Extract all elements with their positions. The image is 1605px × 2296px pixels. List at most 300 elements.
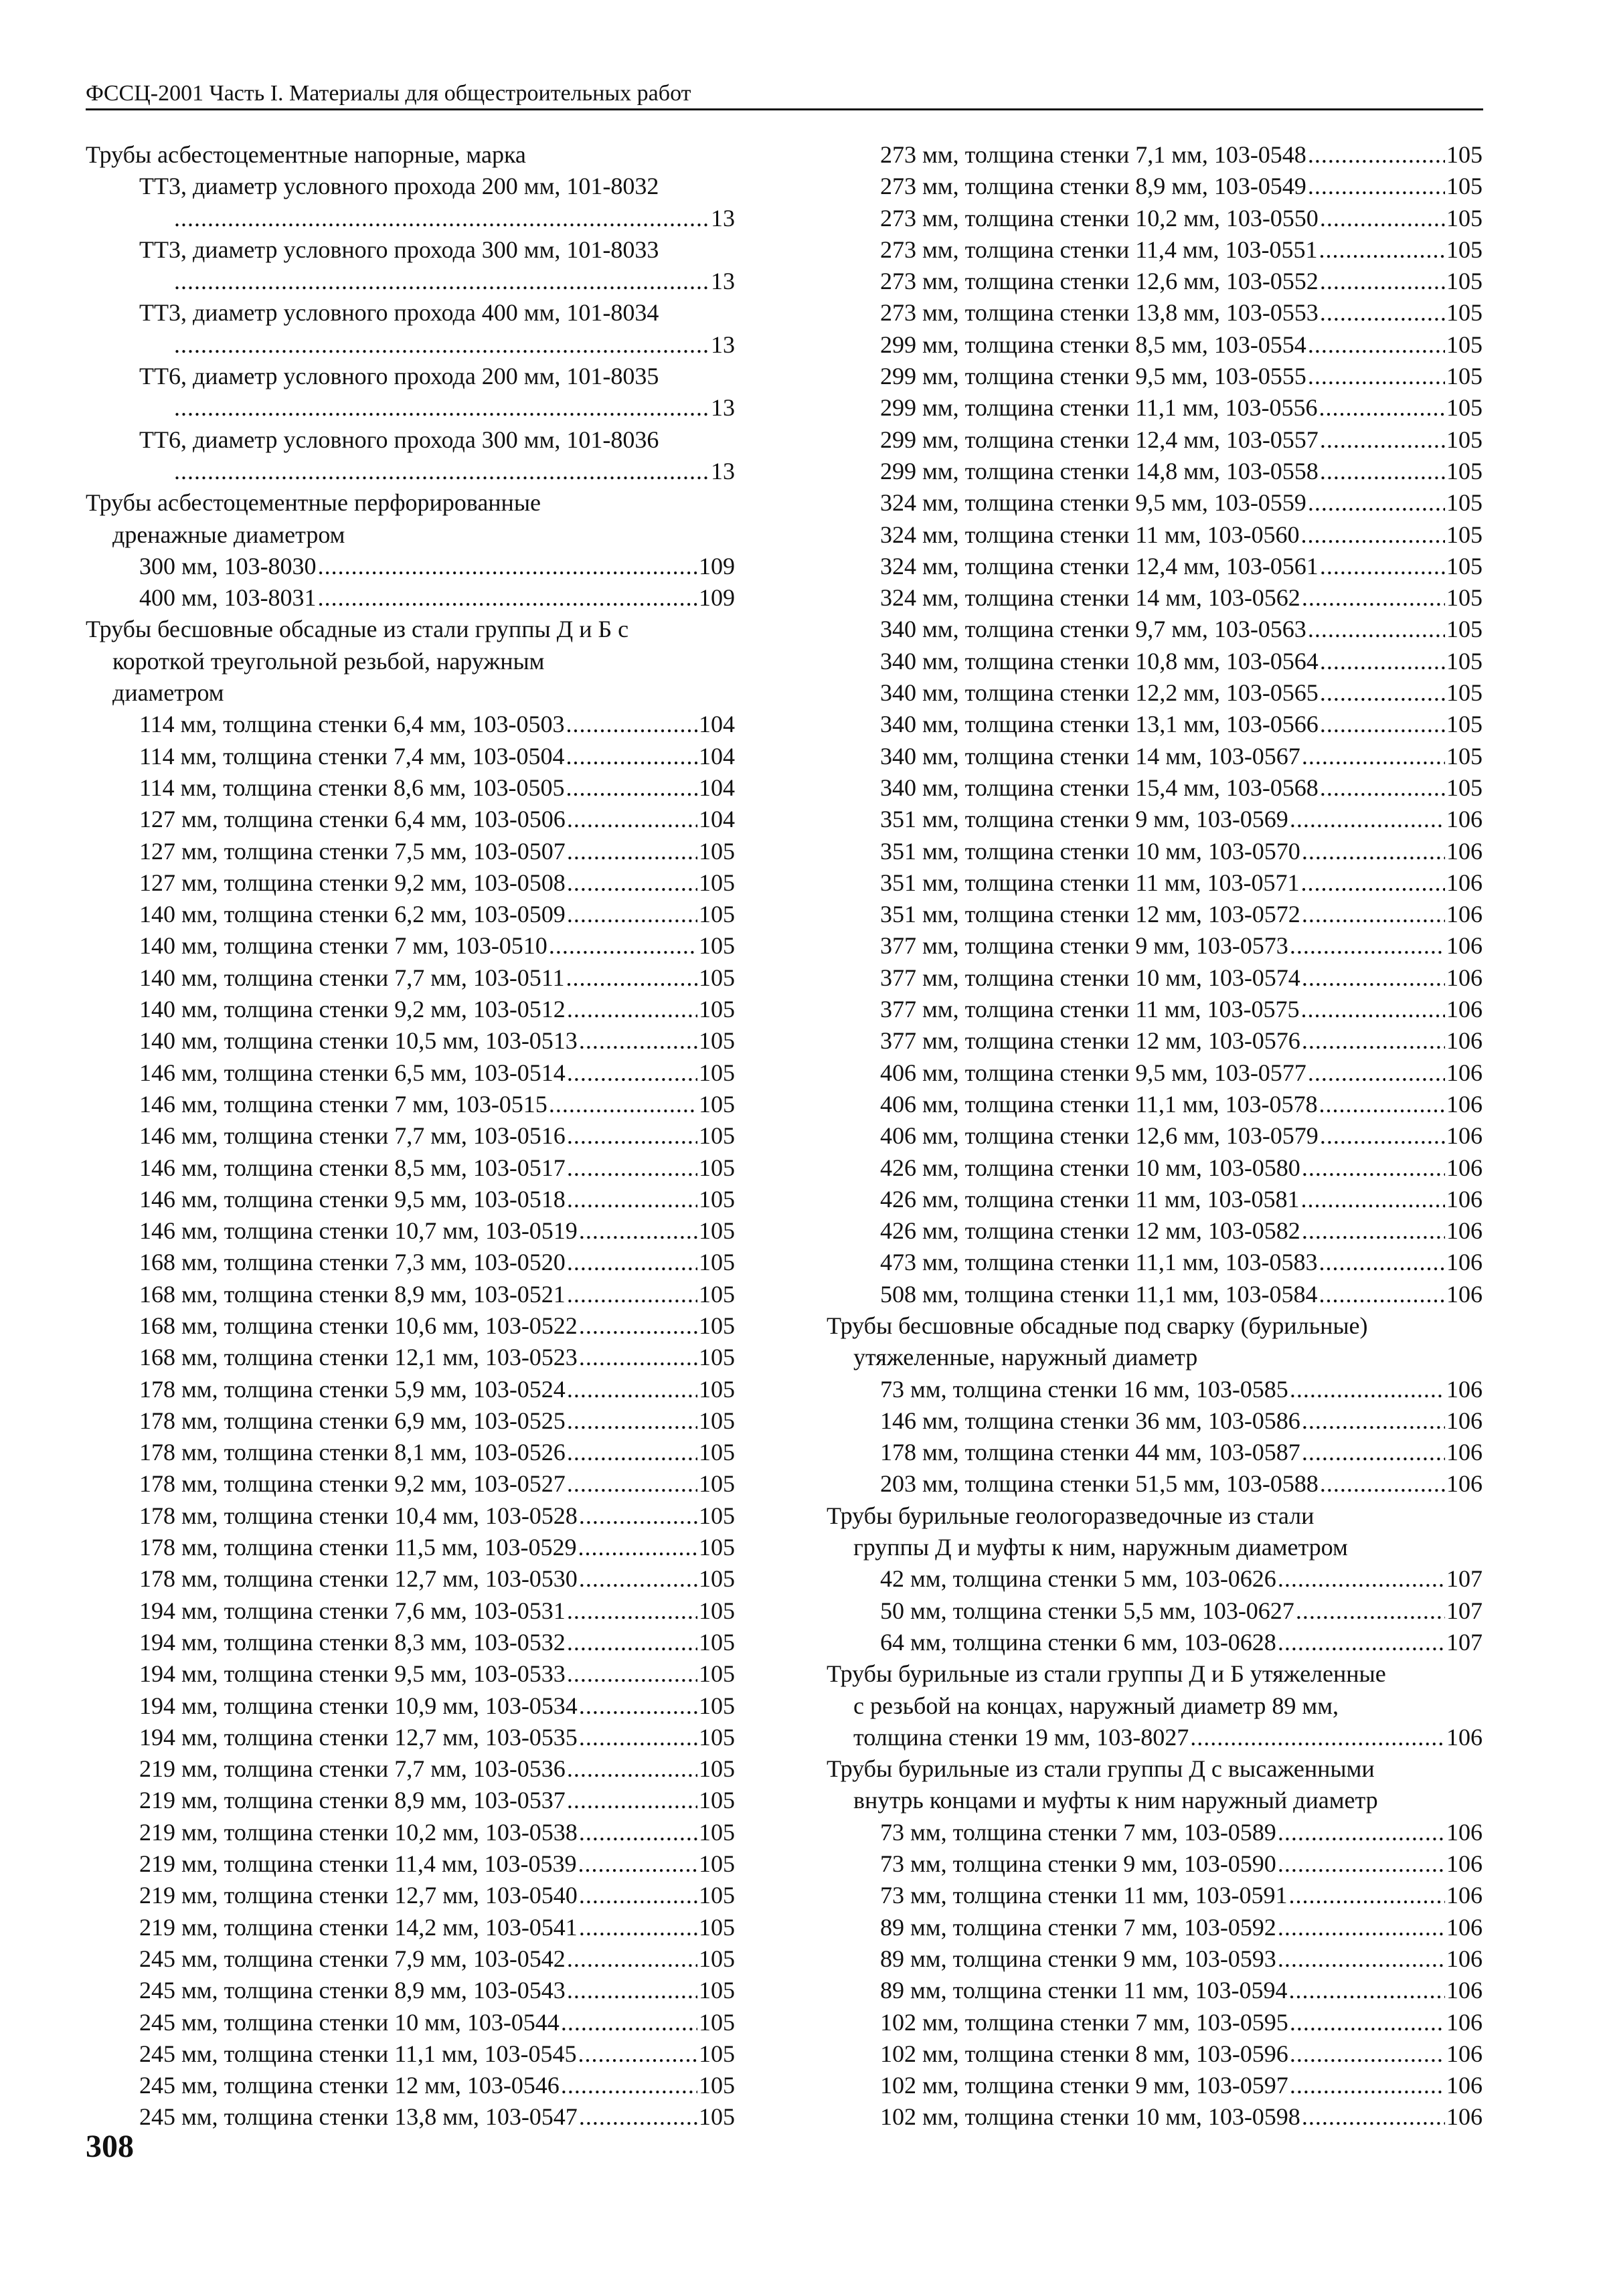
entry-page-number: 106 (1446, 1217, 1483, 1245)
dot-leader (1296, 1595, 1445, 1627)
dot-leader (1190, 1722, 1445, 1753)
index-entry (827, 962, 1483, 994)
entry-page-number: 104 (699, 774, 735, 801)
entry-text: 351 мм, толщина стенки 9 мм, 103-0569 (880, 806, 1288, 833)
entry-text: 73 мм, толщина стенки 9 мм, 103-0590 (880, 1850, 1276, 1878)
dot-leader (1302, 2101, 1445, 2133)
index-entry (827, 1374, 1483, 1405)
dot-leader (1302, 1152, 1445, 1184)
entry-text: 42 мм, толщина стенки 5 мм, 103-0626 (880, 1565, 1276, 1593)
entry-page-number: 13 (711, 394, 735, 422)
entry-page-number: 106 (1446, 1027, 1483, 1055)
dot-leader (1319, 1089, 1445, 1120)
dot-leader (1320, 1120, 1445, 1152)
entry-text: 299 мм, толщина стенки 14,8 мм, 103-0558 (880, 457, 1319, 484)
entry-page-number: 107 (1446, 1565, 1483, 1593)
entry-text: диаметром (112, 679, 224, 707)
entry-page-number: 105 (699, 1217, 735, 1245)
index-entry (86, 1848, 735, 1880)
entry-text: 114 мм, толщина стенки 8,6 мм, 103-0505 (139, 774, 565, 801)
entry-page-number: 105 (1446, 647, 1483, 675)
dot-leader (567, 836, 697, 867)
index-heading (827, 1500, 1483, 1532)
dot-leader (1302, 1405, 1445, 1437)
dot-leader (174, 456, 709, 487)
dot-leader (567, 1247, 697, 1278)
entry-text: 102 мм, толщина стенки 10 мм, 103-0598 (880, 2103, 1300, 2131)
entry-page-number: 105 (1446, 774, 1483, 801)
entry-text: 203 мм, толщина стенки 51,5 мм, 103-0588 (880, 1470, 1319, 1498)
entry-text: Трубы бесшовные обсадные из стали группы Д и Б с (86, 616, 629, 643)
entry-text: 377 мм, толщина стенки 9 мм, 103-0573 (880, 932, 1288, 960)
dot-leader (318, 582, 697, 614)
entry-page-number: 105 (699, 1787, 735, 1814)
entry-text: 146 мм, толщина стенки 10,7 мм, 103-0519 (139, 1217, 578, 1245)
entry-page-number: 105 (699, 1534, 735, 1561)
entry-page-number: 106 (1446, 996, 1483, 1023)
index-entry (827, 203, 1483, 234)
dot-leader (1278, 1627, 1445, 1658)
dot-leader (567, 1595, 697, 1627)
entry-page-number: 105 (699, 1723, 735, 1751)
entry-page-number: 106 (1446, 964, 1483, 991)
entry-text: 219 мм, толщина стенки 7,7 мм, 103-0536 (139, 1755, 566, 1783)
index-entry (86, 1658, 735, 1690)
entry-text: 245 мм, толщина стенки 13,8 мм, 103-0547 (139, 2103, 578, 2131)
entry-page-number: 105 (1446, 584, 1483, 612)
index-entry (827, 1437, 1483, 1468)
entry-page-number: 107 (1446, 1628, 1483, 1656)
entry-page-number: 105 (1446, 426, 1483, 453)
entry-text: ТТ3, диаметр условного прохода 300 мм, 101-8033 (139, 236, 659, 263)
index-entry (827, 1975, 1483, 2006)
entry-text: 168 мм, толщина стенки 12,1 мм, 103-0523 (139, 1344, 578, 1371)
entry-page-number: 105 (1446, 457, 1483, 484)
dot-leader (1308, 1057, 1445, 1089)
entry-page-number: 105 (1446, 173, 1483, 200)
dot-leader (578, 1532, 697, 1563)
entry-page-number: 104 (699, 806, 735, 833)
entry-page-number: 105 (699, 1122, 735, 1150)
entry-text: Трубы бурильные из стали группы Д с высаженными (827, 1755, 1375, 1783)
index-entry (827, 836, 1483, 867)
index-heading (86, 424, 735, 456)
entry-text: 127 мм, толщина стенки 7,5 мм, 103-0507 (139, 837, 566, 865)
dot-leader (1290, 2038, 1445, 2070)
entry-page-number: 105 (1446, 521, 1483, 548)
dot-leader (567, 899, 697, 930)
entry-page-number: 106 (1446, 2040, 1483, 2067)
index-heading (827, 1658, 1483, 1690)
entry-text: 351 мм, толщина стенки 12 мм, 103-0572 (880, 901, 1300, 928)
entry-page-number: 13 (711, 457, 735, 484)
dot-leader (1319, 234, 1445, 266)
dot-leader (549, 930, 697, 962)
entry-text: 114 мм, толщина стенки 7,4 мм, 103-0504 (139, 742, 565, 770)
entry-text: 351 мм, толщина стенки 11 мм, 103-0571 (880, 869, 1300, 896)
entry-text: 140 мм, толщина стенки 6,2 мм, 103-0509 (139, 901, 566, 928)
index-entry (827, 392, 1483, 424)
dot-leader (318, 551, 697, 582)
index-entry (827, 1025, 1483, 1057)
index-entry (827, 677, 1483, 709)
entry-text: 324 мм, толщина стенки 14 мм, 103-0562 (880, 584, 1300, 612)
dot-leader (1290, 2007, 1445, 2038)
index-heading (86, 614, 735, 645)
index-entry (827, 551, 1483, 582)
index-entry (827, 1120, 1483, 1152)
index-entry (86, 1025, 735, 1057)
entry-text: 377 мм, толщина стенки 10 мм, 103-0574 (880, 964, 1300, 991)
entry-page-number: 106 (1446, 1407, 1483, 1434)
dot-leader (567, 1437, 697, 1468)
entry-text: Трубы бесшовные обсадные под сварку (бурильные) (827, 1312, 1368, 1339)
entry-page-number: 105 (1446, 394, 1483, 422)
index-heading (86, 139, 735, 171)
index-entry (86, 709, 735, 740)
entry-text: толщина стенки 19 мм, 103-8027 (853, 1723, 1189, 1751)
dot-leader (567, 1785, 697, 1816)
index-entry (827, 1468, 1483, 1500)
entry-text: 178 мм, толщина стенки 5,9 мм, 103-0524 (139, 1375, 566, 1403)
entry-text: ТТ3, диаметр условного прохода 200 мм, 101-8032 (139, 173, 659, 200)
index-entry (86, 1310, 735, 1342)
index-heading (827, 1690, 1483, 1722)
entry-text: группы Д и муфты к ним, наружным диаметром (853, 1534, 1348, 1561)
entry-page-number: 106 (1446, 1723, 1483, 1751)
entry-text: 340 мм, толщина стенки 15,4 мм, 103-0568 (880, 774, 1319, 801)
dot-leader (1278, 1848, 1445, 1880)
entry-text: 377 мм, толщина стенки 11 мм, 103-0575 (880, 996, 1300, 1023)
index-entry (86, 1405, 735, 1437)
entry-text: 324 мм, толщина стенки 11 мм, 103-0560 (880, 521, 1300, 548)
running-header: ФССЦ-2001 Часть I. Материалы для общестроительных работ (86, 80, 1483, 110)
entry-page-number: 105 (1446, 236, 1483, 263)
entry-text: 340 мм, толщина стенки 12,2 мм, 103-0565 (880, 679, 1319, 707)
index-entry (827, 1595, 1483, 1627)
entry-text: ТТ6, диаметр условного прохода 300 мм, 101-8036 (139, 426, 659, 453)
entry-page-number: 105 (699, 1818, 735, 1846)
entry-page-number: 106 (1446, 2008, 1483, 2036)
entry-text: 245 мм, толщина стенки 11,1 мм, 103-0545 (139, 2040, 577, 2067)
entry-page-number: 106 (1446, 901, 1483, 928)
dot-leader (174, 392, 709, 424)
index-entry (86, 1817, 735, 1848)
index-entry (827, 456, 1483, 487)
entry-page-number: 105 (1446, 679, 1483, 707)
index-entry (827, 646, 1483, 677)
entry-page-number: 105 (699, 1375, 735, 1403)
entry-page-number: 106 (1446, 1090, 1483, 1118)
entry-page-number: 105 (1446, 268, 1483, 295)
index-entry (86, 1975, 735, 2006)
dot-leader (1290, 930, 1445, 962)
index-entry (827, 2038, 1483, 2070)
index-entry (86, 804, 735, 835)
entry-text: 508 мм, толщина стенки 11,1 мм, 103-0584 (880, 1280, 1318, 1308)
entry-page-number: 105 (699, 837, 735, 865)
entry-page-number: 106 (1446, 1122, 1483, 1150)
entry-text: 194 мм, толщина стенки 7,6 мм, 103-0531 (139, 1597, 566, 1624)
entry-text: 146 мм, толщина стенки 36 мм, 103-0586 (880, 1407, 1300, 1434)
dot-leader (1320, 1468, 1445, 1500)
index-entry (86, 551, 735, 582)
dot-leader (1278, 1943, 1445, 1975)
index-entry (86, 994, 735, 1025)
entry-text: 102 мм, толщина стенки 7 мм, 103-0595 (880, 2008, 1288, 2036)
entry-text: 473 мм, толщина стенки 11,1 мм, 103-0583 (880, 1249, 1318, 1276)
index-entry (86, 1500, 735, 1532)
index-entry (86, 1563, 735, 1595)
entry-page-number: 105 (1446, 742, 1483, 770)
entry-text: 219 мм, толщина стенки 14,2 мм, 103-0541 (139, 1913, 578, 1941)
dot-leader (174, 266, 709, 297)
entry-page-number: 105 (699, 1502, 735, 1529)
index-entry (827, 487, 1483, 519)
entry-page-number: 105 (1446, 299, 1483, 327)
entry-text: 146 мм, толщина стенки 8,5 мм, 103-0517 (139, 1154, 566, 1181)
entry-text: 299 мм, толщина стенки 12,4 мм, 103-0557 (880, 426, 1319, 453)
entry-text: 73 мм, толщина стенки 16 мм, 103-0585 (880, 1375, 1288, 1403)
index-entry (86, 1627, 735, 1658)
entry-text: 426 мм, толщина стенки 11 мм, 103-0581 (880, 1185, 1300, 1213)
index-entry (86, 2101, 735, 2133)
dot-leader (567, 1279, 697, 1310)
index-entry (86, 1247, 735, 1278)
entry-page-number: 105 (699, 1439, 735, 1466)
entry-text: 146 мм, толщина стенки 7 мм, 103-0515 (139, 1090, 547, 1118)
index-entry (86, 1437, 735, 1468)
entry-page-number: 105 (699, 1977, 735, 2004)
entry-page-number: 109 (699, 584, 735, 612)
index-entry (86, 962, 735, 994)
dot-leader (1308, 487, 1445, 519)
entry-page-number: 105 (699, 1660, 735, 1688)
entry-page-number: 105 (699, 1882, 735, 1909)
index-entry (86, 2038, 735, 2070)
index-entry (827, 1057, 1483, 1089)
entry-text: 426 мм, толщина стенки 10 мм, 103-0580 (880, 1154, 1300, 1181)
entry-page-number: 106 (1446, 1375, 1483, 1403)
entry-text: 64 мм, толщина стенки 6 мм, 103-0628 (880, 1628, 1276, 1656)
dot-leader (1302, 1437, 1445, 1468)
dot-leader (1320, 424, 1445, 456)
index-entry (86, 1057, 735, 1089)
index-entry (827, 2101, 1483, 2133)
dot-leader (1308, 614, 1445, 645)
index-entry (827, 741, 1483, 772)
entry-text: 340 мм, толщина стенки 13,1 мм, 103-0566 (880, 711, 1319, 738)
index-entry (827, 1627, 1483, 1658)
entry-page-number: 105 (699, 1407, 735, 1434)
index-entry (827, 772, 1483, 804)
entry-page-number: 105 (699, 996, 735, 1023)
entry-page-number: 105 (1446, 331, 1483, 358)
entry-text: 140 мм, толщина стенки 7,7 мм, 103-0511 (139, 964, 565, 991)
entry-page-number: 106 (1446, 1882, 1483, 1909)
dot-leader (549, 1089, 697, 1120)
entry-page-number: 105 (699, 1154, 735, 1181)
index-entry (827, 867, 1483, 899)
dot-leader (566, 741, 697, 772)
dot-leader (579, 1342, 697, 1373)
entry-text: 245 мм, толщина стенки 7,9 мм, 103-0542 (139, 1945, 566, 1972)
entry-text: 273 мм, толщина стенки 10,2 мм, 103-0550 (880, 204, 1319, 232)
entry-page-number: 106 (1446, 1280, 1483, 1308)
entry-page-number: 105 (699, 2103, 735, 2131)
dot-leader (567, 1374, 697, 1405)
entry-page-number: 105 (699, 1090, 735, 1118)
dot-leader (578, 2038, 697, 2070)
dot-leader (1320, 772, 1445, 804)
index-entry (827, 519, 1483, 551)
index-entry (827, 1817, 1483, 1848)
dot-leader (174, 203, 709, 234)
entry-page-number: 105 (699, 1185, 735, 1213)
entry-page-number: 105 (699, 1470, 735, 1498)
dot-leader (561, 2007, 697, 2038)
dot-leader (567, 994, 697, 1025)
dot-leader (1278, 1912, 1445, 1943)
index-entry (827, 1722, 1483, 1753)
dot-leader (1300, 867, 1445, 899)
entry-page-number: 105 (699, 869, 735, 896)
entry-text: 245 мм, толщина стенки 12 мм, 103-0546 (139, 2072, 560, 2099)
entry-page-number: 105 (1446, 141, 1483, 168)
index-entry (86, 1215, 735, 1247)
dot-leader (1302, 1215, 1445, 1247)
entry-page-number: 13 (711, 331, 735, 358)
index-entry (86, 741, 735, 772)
dot-leader (567, 1753, 697, 1785)
entry-text: 146 мм, толщина стенки 7,7 мм, 103-0516 (139, 1122, 566, 1150)
entry-text: 377 мм, толщина стенки 12 мм, 103-0576 (880, 1027, 1300, 1055)
entry-text: 140 мм, толщина стенки 9,2 мм, 103-0512 (139, 996, 566, 1023)
index-entry (827, 2007, 1483, 2038)
dot-leader (1302, 899, 1445, 930)
index-entry (86, 266, 735, 297)
entry-text: 273 мм, толщина стенки 11,4 мм, 103-0551 (880, 236, 1318, 263)
dot-leader (579, 1025, 697, 1057)
dot-leader (567, 1468, 697, 1500)
entry-page-number: 105 (699, 1565, 735, 1593)
dot-leader (579, 1912, 697, 1943)
dot-leader (1302, 962, 1445, 994)
dot-leader (1320, 709, 1445, 740)
entry-text: 127 мм, толщина стенки 6,4 мм, 103-0506 (139, 806, 566, 833)
index-heading (86, 487, 735, 519)
entry-text: 299 мм, толщина стенки 8,5 мм, 103-0554 (880, 331, 1306, 358)
dot-leader (579, 1215, 697, 1247)
entry-text: 273 мм, толщина стенки 7,1 мм, 103-0548 (880, 141, 1306, 168)
entry-text: ТТ3, диаметр условного прохода 400 мм, 101-8034 (139, 299, 659, 327)
entry-text: 300 мм, 103-8030 (139, 552, 317, 580)
entry-text: 194 мм, толщина стенки 8,3 мм, 103-0532 (139, 1628, 566, 1656)
entry-page-number: 104 (699, 742, 735, 770)
entry-text: 340 мм, толщина стенки 9,7 мм, 103-0563 (880, 616, 1306, 643)
dot-leader (579, 1690, 697, 1722)
entry-page-number: 106 (1446, 1470, 1483, 1498)
dot-leader (567, 1120, 697, 1152)
entry-text: 194 мм, толщина стенки 12,7 мм, 103-0535 (139, 1723, 578, 1751)
index-entry (86, 1468, 735, 1500)
dot-leader (1288, 1975, 1445, 2006)
entry-text: 273 мм, толщина стенки 13,8 мм, 103-0553 (880, 299, 1319, 327)
entry-page-number: 105 (699, 1280, 735, 1308)
entry-text: 127 мм, толщина стенки 9,2 мм, 103-0508 (139, 869, 566, 896)
entry-text: 178 мм, толщина стенки 10,4 мм, 103-0528 (139, 1502, 578, 1529)
entry-page-number: 105 (1446, 489, 1483, 517)
index-entry (827, 804, 1483, 835)
index-heading (86, 646, 735, 677)
index-entry (827, 930, 1483, 962)
dot-leader (579, 1563, 697, 1595)
dot-leader (579, 1817, 697, 1848)
entry-page-number: 105 (1446, 204, 1483, 232)
entry-page-number: 106 (1446, 1913, 1483, 1941)
dot-leader (1320, 646, 1445, 677)
dot-leader (1290, 804, 1445, 835)
entry-page-number: 13 (711, 204, 735, 232)
entry-page-number: 105 (699, 1597, 735, 1624)
entry-text: 178 мм, толщина стенки 11,5 мм, 103-0529 (139, 1534, 577, 1561)
entry-page-number: 105 (699, 1312, 735, 1339)
entry-page-number: 105 (699, 1945, 735, 1972)
index-entry (827, 582, 1483, 614)
index-entry (86, 1152, 735, 1184)
index-entry (86, 329, 735, 361)
index-entry (827, 424, 1483, 456)
index-entry (827, 1943, 1483, 1975)
entry-page-number: 105 (699, 964, 735, 991)
dot-leader (1278, 1563, 1445, 1595)
entry-text: 219 мм, толщина стенки 11,4 мм, 103-0539 (139, 1850, 577, 1878)
index-entry (86, 1279, 735, 1310)
dot-leader (1290, 2070, 1445, 2101)
entry-text: 140 мм, толщина стенки 7 мм, 103-0510 (139, 932, 547, 960)
entry-text: Трубы асбестоцементные перфорированные (86, 489, 541, 517)
entry-page-number: 105 (1446, 616, 1483, 643)
entry-text: 273 мм, толщина стенки 8,9 мм, 103-0549 (880, 173, 1306, 200)
entry-text: 168 мм, толщина стенки 7,3 мм, 103-0520 (139, 1249, 566, 1276)
entry-page-number: 109 (699, 552, 735, 580)
index-entry (86, 1374, 735, 1405)
entry-page-number: 106 (1446, 2072, 1483, 2099)
dot-leader (1302, 582, 1445, 614)
dot-leader (567, 867, 697, 899)
index-entry (827, 139, 1483, 171)
entry-text: 273 мм, толщина стенки 12,6 мм, 103-0552 (880, 268, 1319, 295)
entry-page-number: 106 (1446, 1818, 1483, 1846)
index-heading (827, 1753, 1483, 1785)
entry-text: 299 мм, толщина стенки 9,5 мм, 103-0555 (880, 363, 1306, 390)
index-entry (86, 2007, 735, 2038)
entry-page-number: 105 (699, 1027, 735, 1055)
entry-page-number: 106 (1446, 1439, 1483, 1466)
index-entry (86, 582, 735, 614)
entry-text: 406 мм, толщина стенки 9,5 мм, 103-0577 (880, 1059, 1306, 1086)
index-entry (827, 1279, 1483, 1310)
dot-leader (1319, 1279, 1445, 1310)
dot-leader (1302, 836, 1445, 867)
index-entry (86, 203, 735, 234)
index-entry (86, 867, 735, 899)
entry-text: Трубы бурильные из стали группы Д и Б утяжеленные (827, 1660, 1386, 1688)
entry-page-number: 106 (1446, 869, 1483, 896)
dot-leader (1302, 741, 1445, 772)
entry-text: утяжеленные, наружный диаметр (853, 1344, 1198, 1371)
index-column-right (827, 139, 1483, 2133)
